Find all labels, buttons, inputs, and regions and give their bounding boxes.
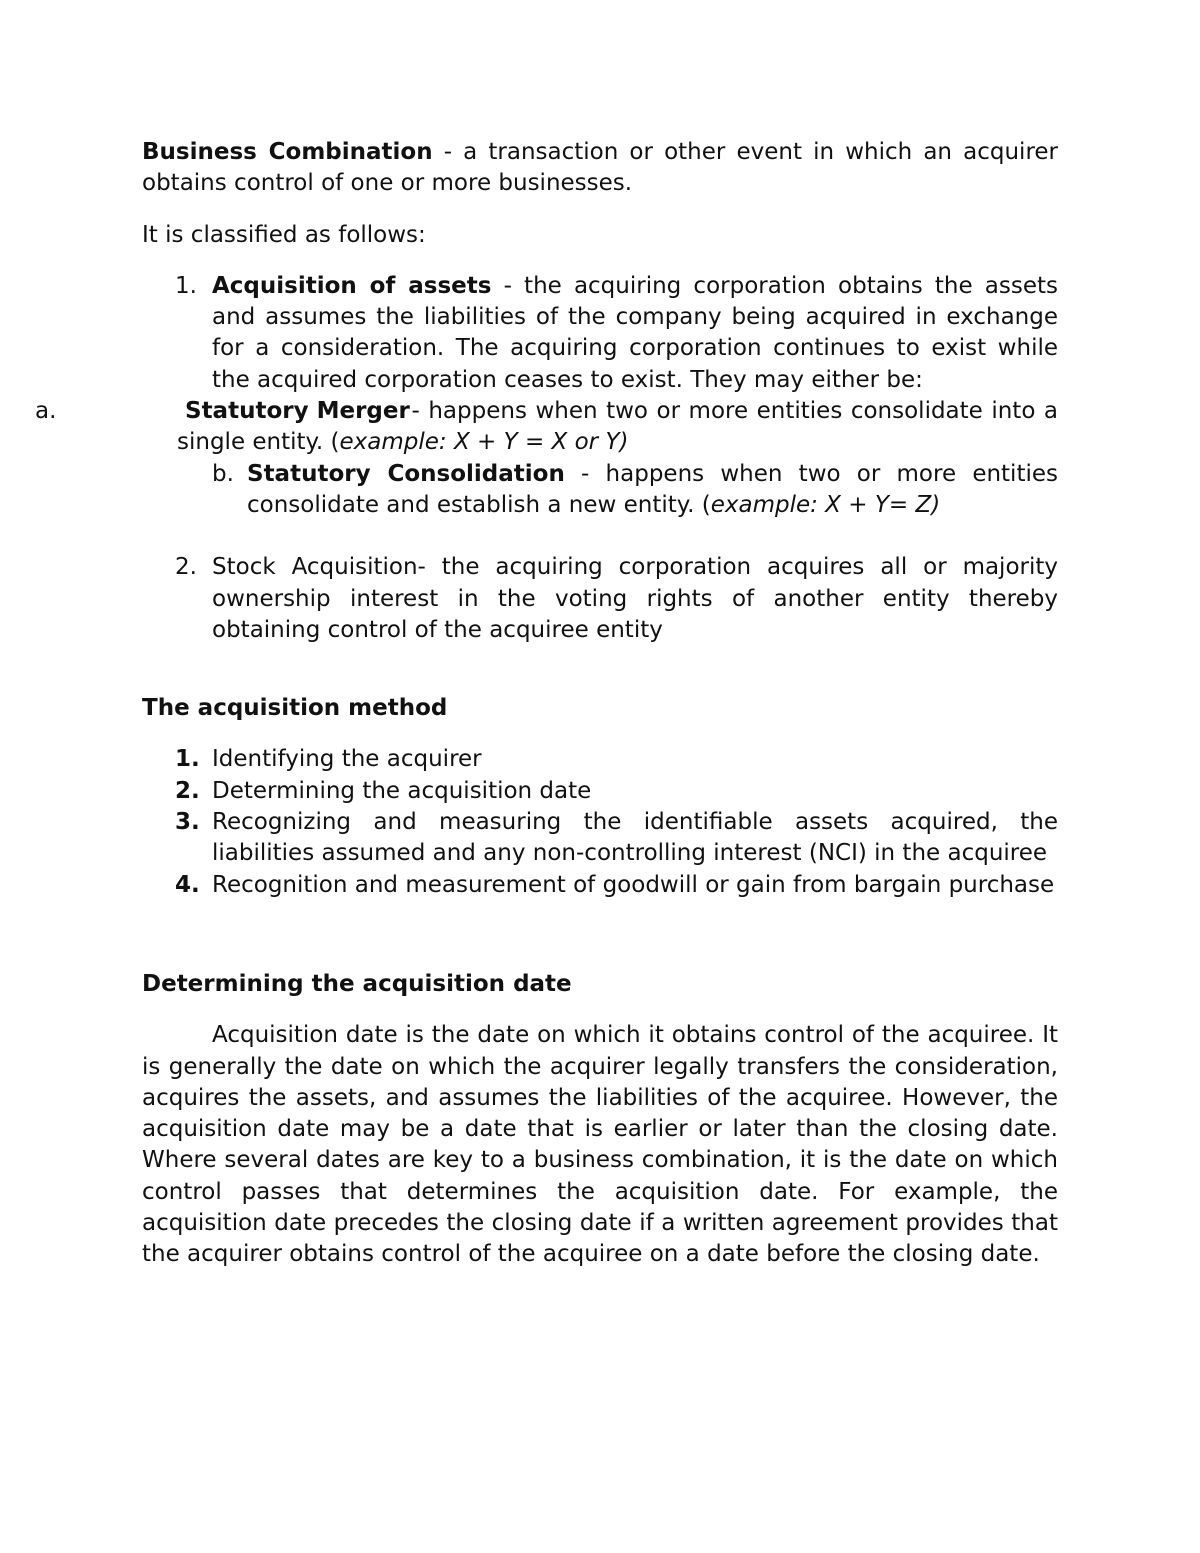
list-number: 1.	[175, 746, 200, 773]
list-item-text: Recognition and measurement of goodwill or gain from bargain purchase	[212, 871, 1055, 898]
classification-term: Statutory Consolidation	[247, 460, 565, 487]
classification-item-1	[175, 271, 1058, 396]
list-letter: a.	[35, 398, 57, 425]
classified-intro: It is classified as follows:	[142, 221, 426, 248]
classification-text: Stock Acquisition- the acquiring corporation acquires all or majority ownership interest in the voting rights of another entity thereby obtaining control of the acquiree entity	[212, 554, 1058, 643]
acquisition-date-heading: Determining the acquisition date	[142, 970, 572, 997]
acquisition-method-heading: The acquisition method	[142, 695, 448, 722]
classification-example: example: X + Y = X or Y)	[339, 429, 629, 456]
list-letter: b.	[212, 460, 234, 487]
classification-example: example: X + Y= Z)	[710, 491, 941, 518]
list-item-text: Recognizing and measuring the identifiable assets acquired, the liabilities assumed and any non-controlling interest (NCI) in the acquiree	[212, 809, 1058, 867]
classification-item-2	[175, 552, 1058, 646]
acquisition-method-list	[142, 744, 1058, 900]
classification-term: Statutory Merger	[185, 398, 410, 425]
classification-sub-b	[212, 459, 1058, 522]
classification-sub-a	[35, 396, 1058, 459]
classification-term: Acquisition of assets	[212, 272, 492, 299]
list-item	[175, 744, 1058, 775]
classification-text: - happens when two or more entities consolidate into a single entity. (	[177, 398, 1058, 456]
list-number: 4.	[175, 871, 200, 898]
classification-text: - the acquiring corporation obtains the assets and assumes the liabilities of the company being acquired in exchange for a consideration. The acquiring corporation continues to exist while the acquired corporation ceases to exist. They may either be:	[212, 272, 1058, 393]
list-number: 2.	[175, 777, 200, 804]
document-page	[35, 137, 1059, 1271]
acquisition-date-paragraph: Acquisition date is the date on which it obtains control of the acquiree. It is generally the date on which the acquirer legally transfers the consideration, acquires the assets, and assumes the liabilities of the acquiree. However, the acquisition date may be a date that is earlier or later than the closing date. Where several dates are key to a business combination, it is the date on which control passes that determines the acquisition date. For example, the acquisition date precedes the closing date if a written agreement provides that the acquirer obtains control of the acquiree on a date before the closing date.	[142, 1022, 1058, 1268]
definition-term: Business Combination	[142, 139, 433, 165]
list-item	[175, 870, 1058, 901]
list-number: 1.	[175, 272, 197, 299]
definition-paragraph	[142, 137, 1058, 200]
list-item-text: Determining the acquisition date	[212, 777, 592, 804]
list-item	[175, 776, 1058, 807]
list-number: 2.	[175, 554, 197, 581]
definition-text: - a transaction or other event in which an acquirer obtains control of one or more businesses.	[142, 139, 1059, 197]
list-item-text: Identifying the acquirer	[212, 746, 482, 773]
list-number: 3.	[175, 809, 200, 836]
classification-text: - happens when two or more entities consolidate and establish a new entity. (	[247, 460, 1058, 518]
list-item	[175, 807, 1058, 870]
